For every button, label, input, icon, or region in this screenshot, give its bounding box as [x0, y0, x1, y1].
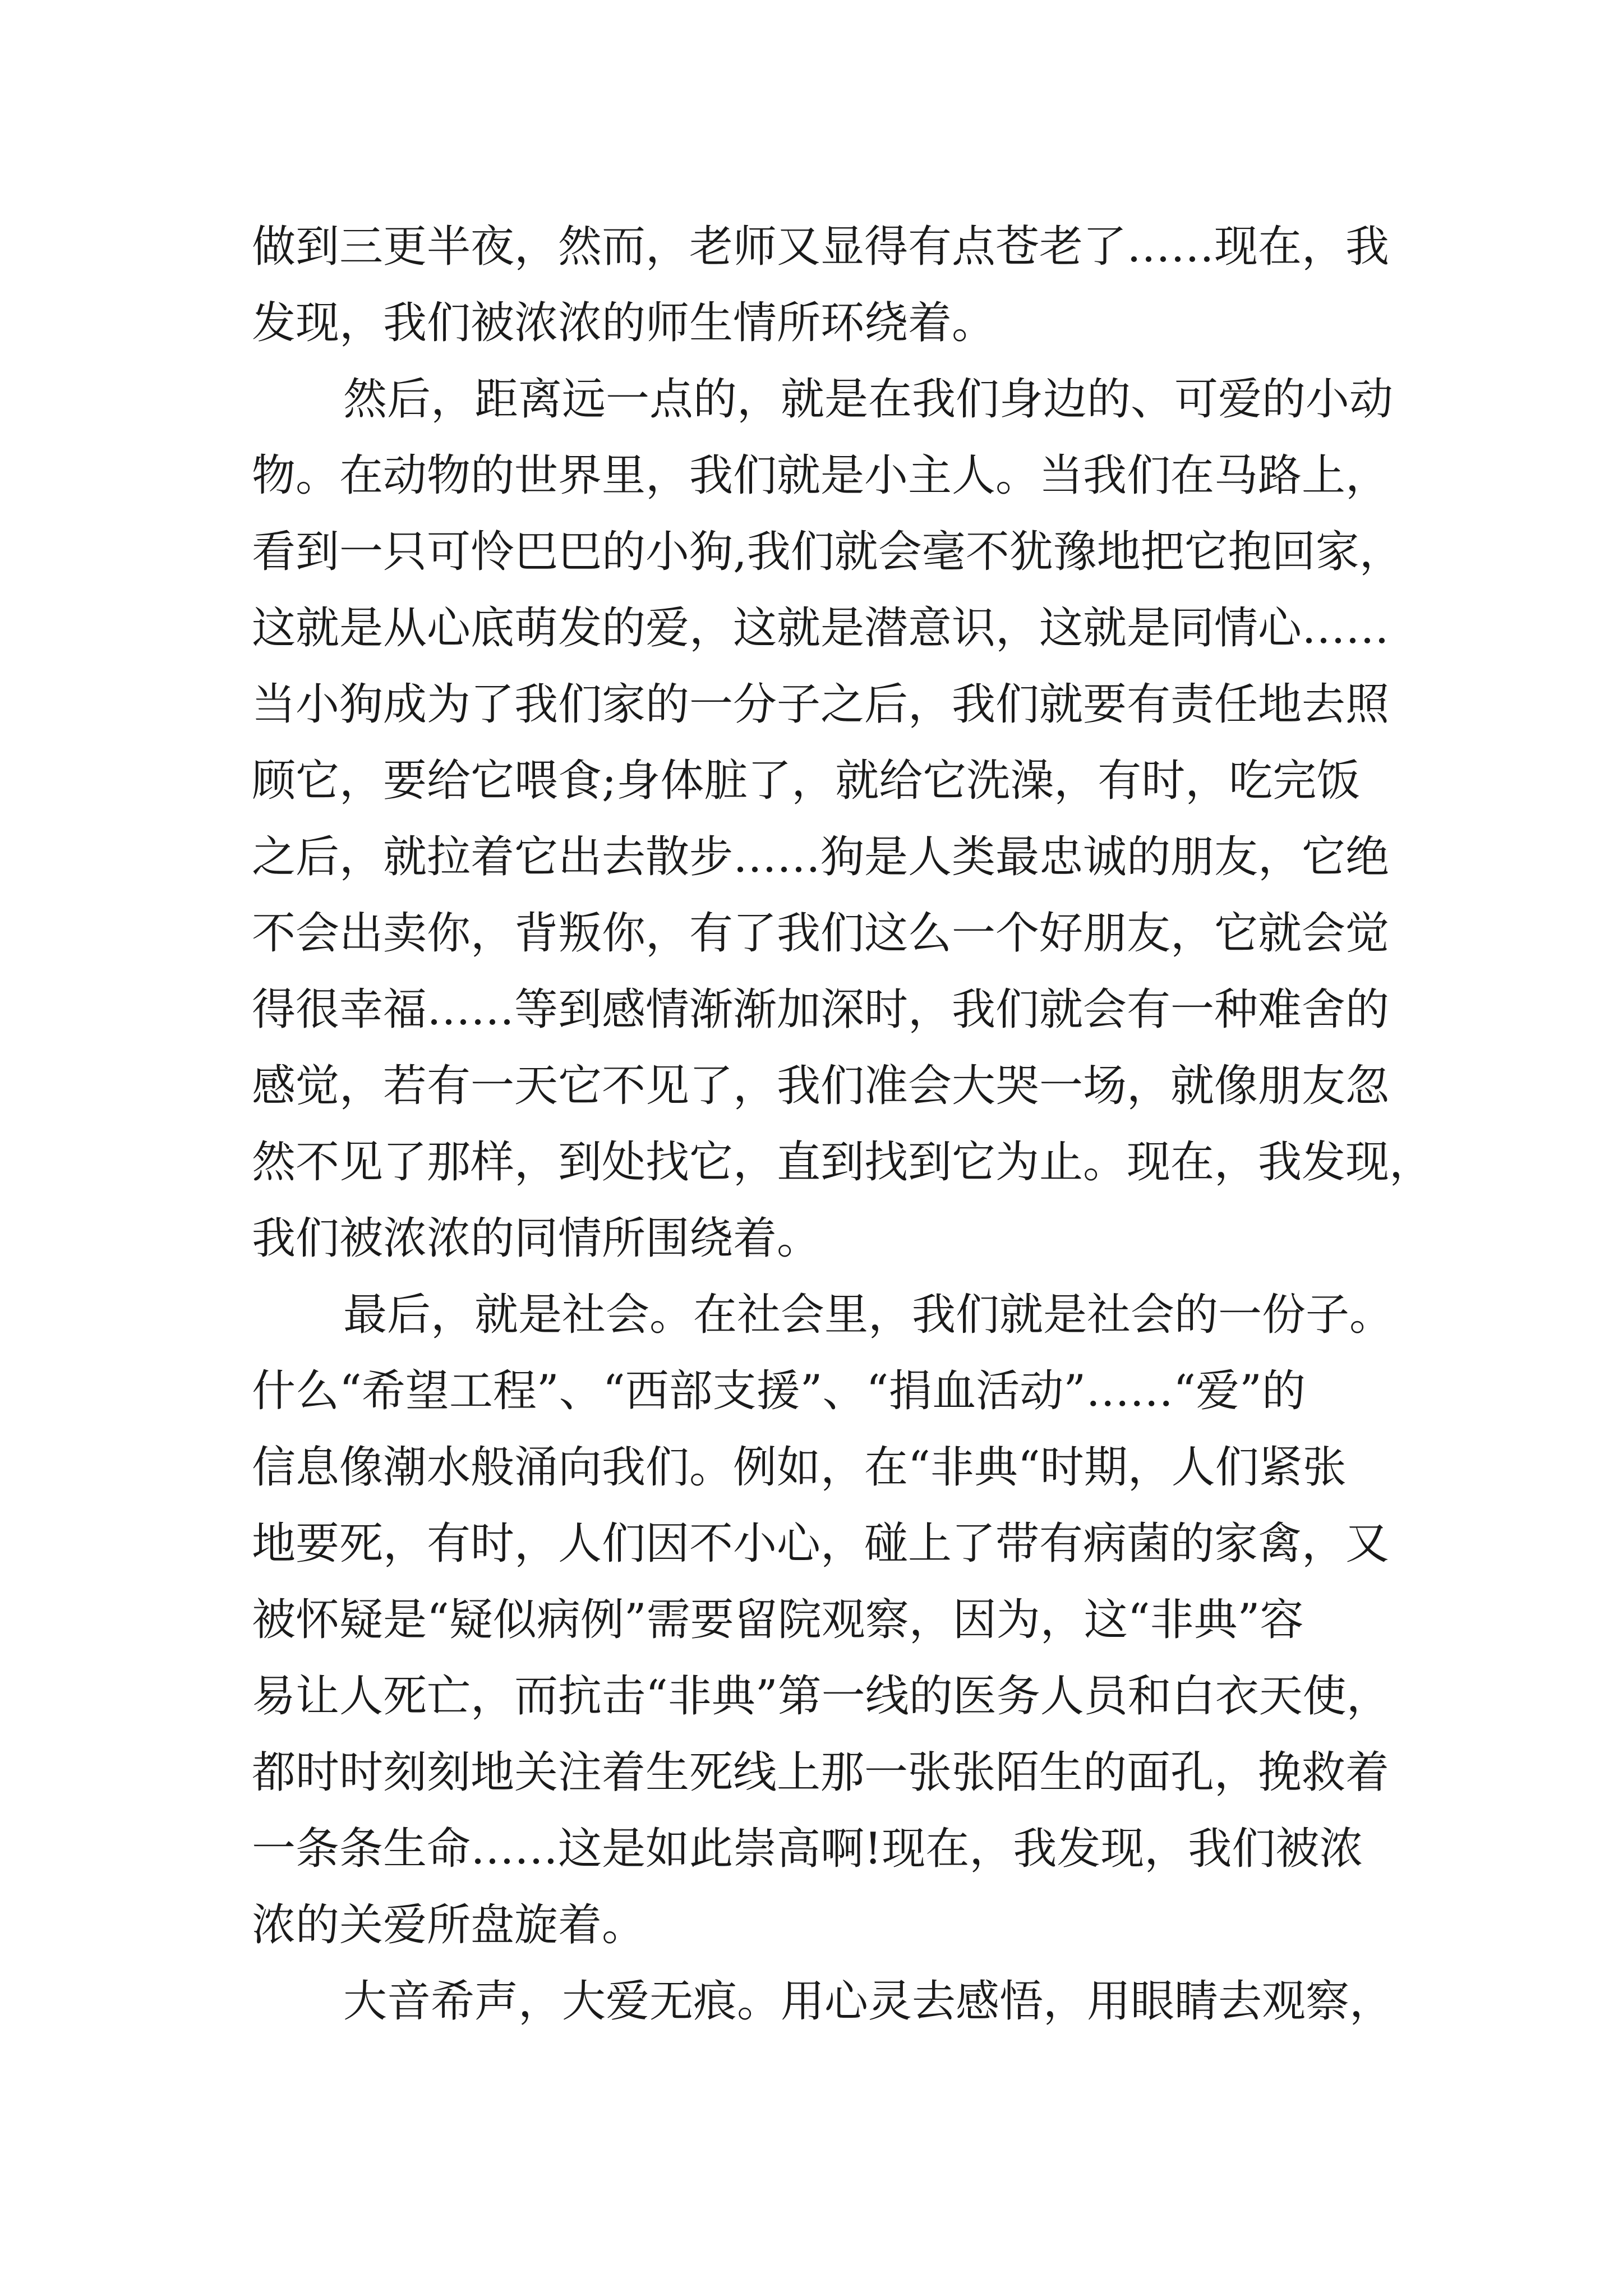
text-line: 得很幸福……等到感情渐渐加深时，我们就会有一种难舍的: [252, 984, 1390, 1035]
text-line: 我们被浓浓的同情所围绕着。: [252, 1213, 821, 1264]
text-line: 之后，就拉着它出去散步……狗是人类最忠诚的朋友，它绝: [252, 832, 1390, 882]
paragraph-start-line: 然后，距离远一点的，就是在我们身边的、可爱的小动: [343, 374, 1394, 425]
text-line: 易让人死亡，而抗击“非典”第一线的医务人员和白衣天使，: [252, 1671, 1390, 1722]
text-line: 这就是从心底萌发的爱，这就是潜意识，这就是同情心……: [252, 603, 1390, 654]
text-line: 做到三更半夜，然而，老师又显得有点苍老了……现在，我: [252, 222, 1390, 272]
text-line: 被怀疑是“疑似病例”需要留院观察，因为，这“非典”容: [252, 1595, 1304, 1645]
paragraph-start-line: 最后，就是社会。在社会里，我们就是社会的一份子。: [343, 1290, 1394, 1340]
text-line: 顾它，要给它喂食;身体脏了，就给它洗澡，有时，吃完饭: [252, 756, 1361, 806]
text-line: 看到一只可怜巴巴的小狗,我们就会毫不犹豫地把它抱回家，: [252, 527, 1403, 577]
text-line: 发现，我们被浓浓的师生情所环绕着。: [252, 298, 996, 348]
text-line: 不会出卖你，背叛你，有了我们这么一个好朋友，它就会觉: [252, 908, 1390, 959]
text-line: 信息像潮水般涌向我们。例如，在“非典“时期，人们紧张: [252, 1442, 1347, 1493]
text-line: 当小狗成为了我们家的一分子之后，我们就要有责任地去照: [252, 679, 1390, 730]
text-line: 地要死，有时，人们因不小心，碰上了带有病菌的家禽，又: [252, 1519, 1390, 1569]
text-line: 然不见了那样，到处找它，直到找到它为止。现在，我发现，: [252, 1137, 1433, 1188]
body-text: [252, 209, 1433, 2040]
paragraph-start-line: 大音希声，大爱无痕。用心灵去感悟，用眼睛去观察，: [343, 1976, 1394, 2027]
text-line: 都时时刻刻地关注着生死线上那一张张陌生的面孔，挽救着: [252, 1747, 1390, 1798]
text-line: 一条条生命……这是如此崇高啊!现在，我发现，我们被浓: [252, 1824, 1363, 1874]
text-line: 感觉，若有一天它不见了，我们准会大哭一场，就像朋友忽: [252, 1061, 1390, 1111]
text-line: 什么“希望工程”、“西部支援”、“捐血活动”……“爱”的: [252, 1366, 1306, 1416]
text-line: 物。在动物的世界里，我们就是小主人。当我们在马路上，: [252, 450, 1390, 501]
text-line: 浓的关爱所盘旋着。: [252, 1900, 646, 1950]
